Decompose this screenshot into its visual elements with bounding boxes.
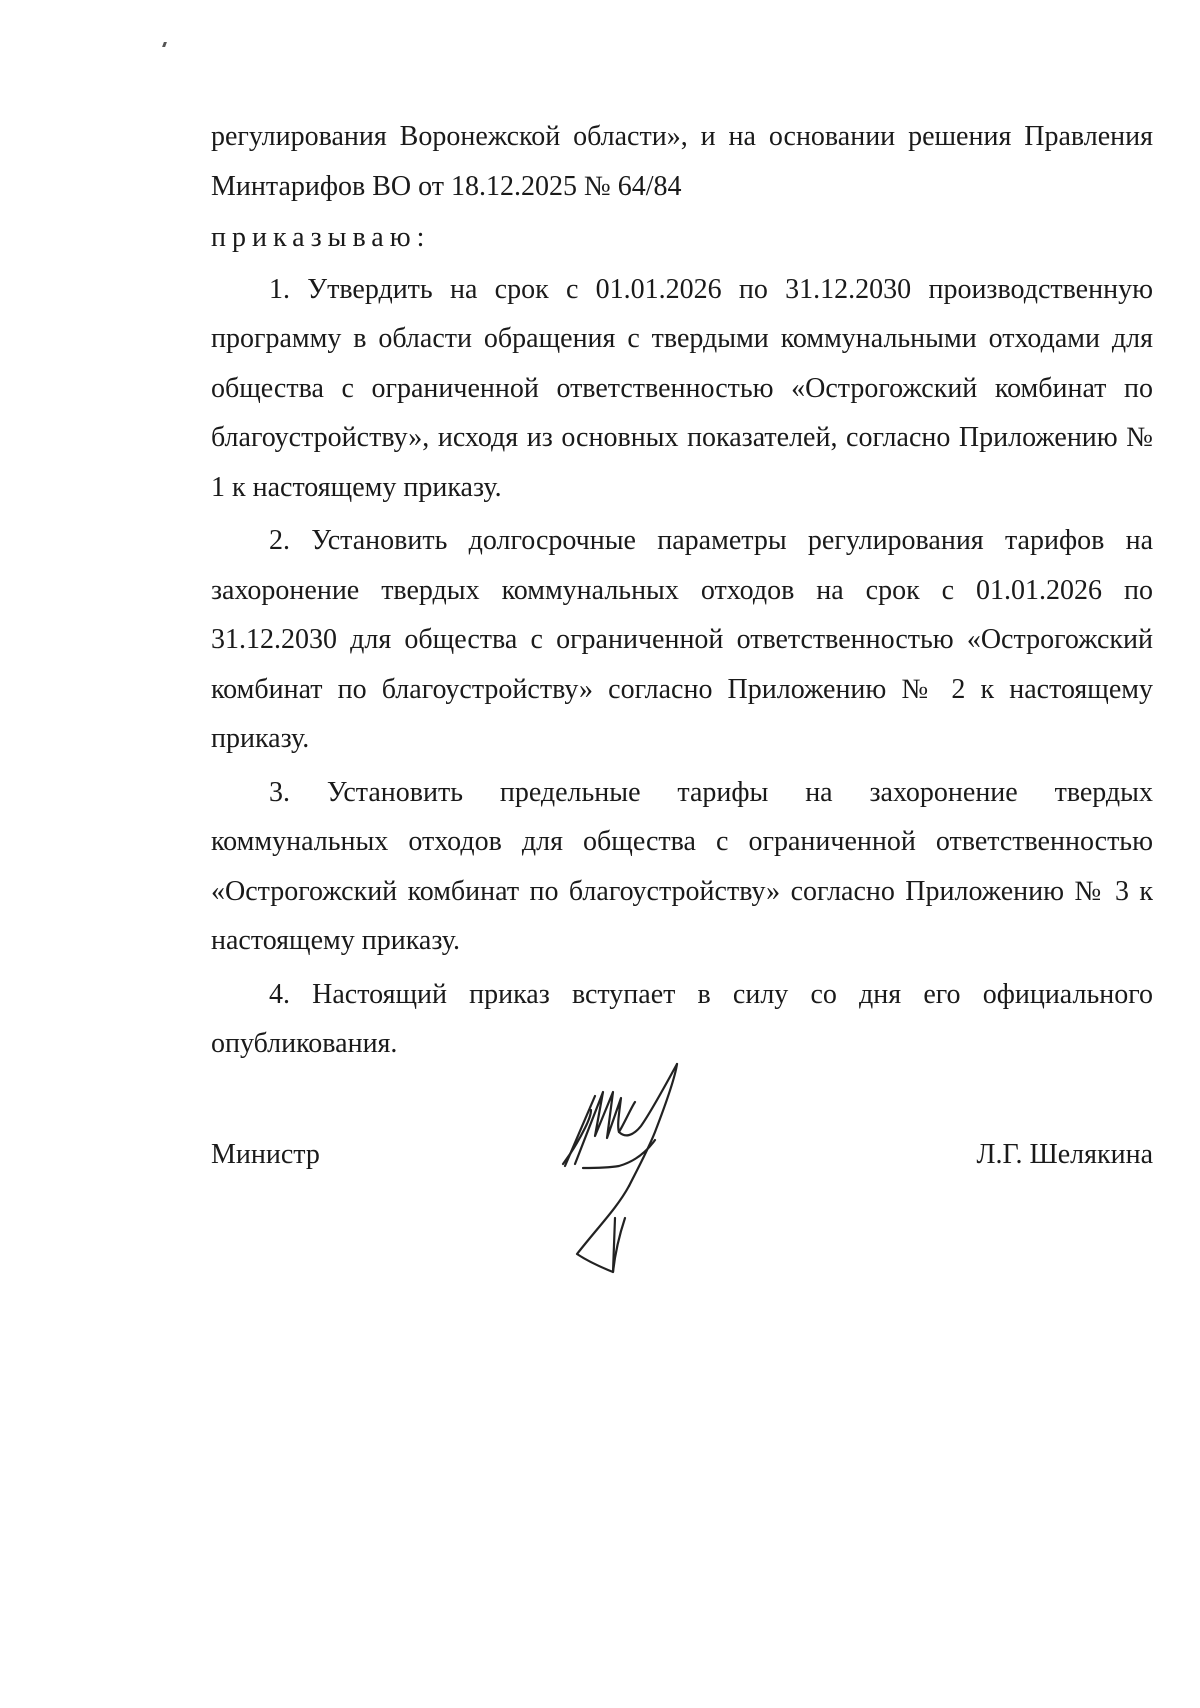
order-item-2: 2. Установить долгосрочные параметры регулирования тарифов на захоронение твердых коммунальных отходов на срок с 01.01.2026 по 31.12.2030 для общества с ограниченной ответственностью «Острогожский комбинат по благоустройству» согласно Приложению № 2 к настоящему приказу. bbox=[211, 525, 1153, 754]
handwritten-signature-icon bbox=[555, 1058, 695, 1278]
document-body bbox=[211, 112, 1153, 1069]
order-item-4: 4. Настоящий приказ вступает в силу со дня его официального опубликования. bbox=[211, 978, 1153, 1059]
order-item-3: 3. Установить предельные тарифы на захоронение твердых коммунальных отходов для общества с ограниченной ответственностью «Острогожский комбинат по благоустройству» согласно Приложению № 3 к настоящему приказу. bbox=[211, 776, 1153, 956]
scan-mark bbox=[162, 42, 167, 47]
order-word: приказываю: bbox=[211, 222, 431, 253]
intro-line-2: Минтарифов ВО от 18.12.2025 № 64/84 bbox=[211, 170, 682, 202]
order-item-1: 1. Утвердить на срок с 01.01.2026 по 31.12.2030 производственную программу в области обращения с твердыми коммунальными отходами для общества с ограниченной ответственностью «Острогожский комбинат по благоустройству», исходя из основных показателей, согласно Приложению № 1 к настоящему приказу. bbox=[211, 273, 1153, 503]
signer-title: Министр bbox=[211, 1139, 320, 1170]
signer-name: Л.Г. Шелякина bbox=[976, 1139, 1153, 1170]
intro-line-1: регулирования Воронежской области», и на основании решения Правления bbox=[211, 121, 1153, 152]
